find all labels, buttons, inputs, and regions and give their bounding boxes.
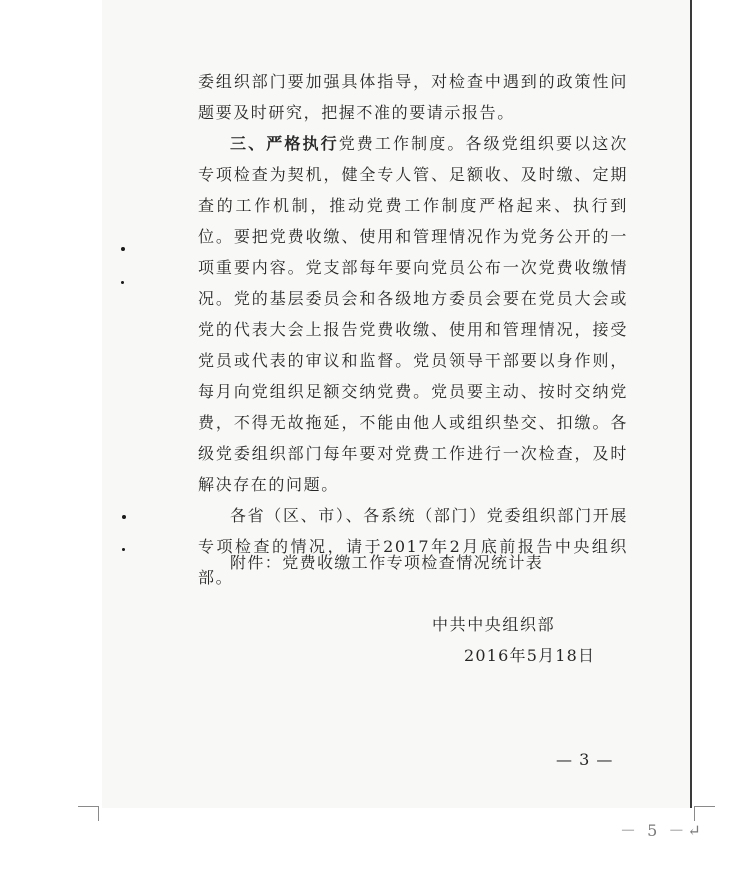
attachment-note: 附件：党费收缴工作专项检查情况统计表	[230, 553, 544, 572]
document-body	[198, 66, 628, 593]
crop-mark-left	[78, 806, 99, 821]
issue-date: 2016年5月18日	[464, 646, 596, 665]
paragraph-section-three	[198, 128, 628, 500]
scan-speck	[121, 281, 124, 284]
scan-speck	[122, 548, 125, 551]
page-number: — 3 —	[556, 750, 614, 769]
paragraph-reporting: 各省（区、市）、各系统（部门）党委组织部门开展专项检查的情况，请于2017年2月底前报告中央组织部。	[198, 506, 628, 587]
issuer-signature: 中共中央组织部	[432, 615, 556, 634]
outer-page-number: － 5 －↵	[620, 821, 704, 840]
section-heading: 三、严格执行	[230, 134, 339, 153]
scan-speck	[121, 247, 125, 251]
scan-speck	[122, 515, 126, 519]
section-three-text: 党费工作制度。各级党组织要以这次专项检查为契机，健全专人管、足额收、及时缴、定期查的工作机制，推动党费工作制度严格起来、执行到位。要把党费收缴、使用和管理情况作为党务公开的一项重要内容。党支部每年要向党员公布一次党费收缴情况。党的基层委员会和各级地方委员会要在党员大会或党的代表大会上报告党费收缴、使用和管理情况，接受党员或代表的审议和监督。党员领导干部要以身作则，每月向党组织足额交纳党费。党员要主动、按时交纳党费，不得无故拖延，不能由他人或组织垫交、扣缴。各级党委组织部门每年要对党费工作进行一次检查，及时解决存在的问题。	[198, 134, 628, 494]
paragraph-continuation: 委组织部门要加强具体指导，对检查中遇到的政策性问题要及时研究，把握不准的要请示报告。	[198, 72, 628, 122]
